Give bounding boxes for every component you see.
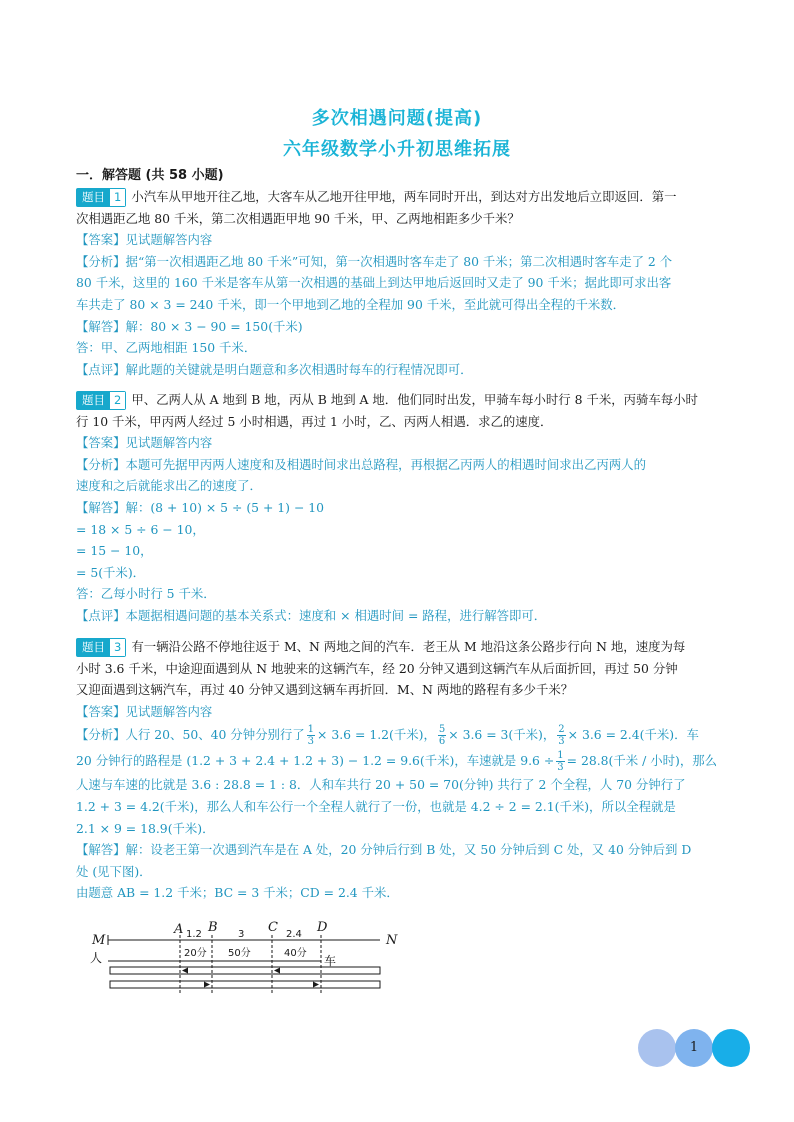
solution-line: 处 (见下图)．	[76, 863, 152, 879]
car-path-2	[110, 981, 380, 988]
question-stem-line: 又迎面遇到这辆汽车，再过 40 分钟又遇到这辆车再折回．M、N 两地的路程有多少千米？	[76, 682, 574, 698]
analysis-line: 速度和之后就能求出乙的速度了．	[76, 478, 262, 494]
solution-line: 【解答】解：(8 + 10) × 5 ÷ (5 + 1) − 10	[76, 499, 325, 515]
analysis-line: 1.2 + 3 = 4.2(千米)，那么人和车公行一个全程人就行了一份，也就是 4.2 ÷ 2 = 2.1(千米)，所以全程就是	[76, 798, 676, 814]
fraction: $\frac{1}{3}$	[557, 750, 564, 774]
solution-line: 答：乙每小时行 5 千米．	[76, 586, 216, 602]
decor-circle	[712, 1029, 750, 1067]
arrow-right-icon	[313, 982, 319, 988]
question-tag: 题目 1	[76, 188, 126, 207]
decor-circle	[638, 1029, 676, 1067]
solution-line: = 18 × 5 ÷ 6 − 10，	[76, 521, 205, 537]
comment-line: 【点评】本题据相遇问题的基本关系式：速度和 × 相遇时间 = 路程，进行解答即可．	[76, 607, 547, 623]
fraction: $\frac{2}{3}$	[558, 724, 565, 748]
label-n: N	[386, 933, 398, 948]
fraction: $\frac{5}{6}$	[438, 724, 446, 748]
question-stem-line: 行 10 千米，甲丙两人经过 5 小时相遇，再过 1 小时，乙、丙两人相遇．求乙的速度．	[76, 413, 553, 429]
question-stem-line: 题目 1 小汽车从甲地开往乙地，大客车从乙地开往甲地，两车同时开出，到达对方出发地后立即返回．第一	[76, 186, 730, 208]
question-tag: 题目 2	[76, 391, 126, 410]
analysis-line: 20 分钟行的路程是 (1.2 + 3 + 2.4 + 1.2 + 3) − 1.2 = 9.6(千米)，车速就是 9.6 ÷ $\frac{1}{3}$ = 28.8(千米 / 小时)，那么	[76, 750, 718, 774]
segment-ab-length: 1.2	[186, 929, 202, 940]
meeting-diagram	[88, 915, 408, 999]
segment-bc-length: 3	[238, 929, 245, 940]
analysis-line: 80 千米，这里的 160 千米是客车从第一次相遇的基础上到达甲地后返回时又走了 90 千米；据此即可求出客	[76, 275, 672, 291]
given-line: 由题意 AB = 1.2 千米；BC = 3 千米；CD = 2.4 千米．	[76, 885, 399, 901]
label-a: A	[174, 922, 184, 937]
document-title: 多次相遇问题(提高)	[311, 108, 483, 129]
answer-line: 【答案】见试题解答内容	[76, 232, 213, 248]
label-c: C	[268, 920, 278, 935]
question-stem-line: 题目 3 有一辆沿公路不停地往返于 M、N 两地之间的汽车．老王从 M 地沿这条公路步行向 N 地，速度为每	[76, 636, 730, 658]
analysis-line: 【分析】人行 20、50、40 分钟分别行了 $\frac{1}{3}$ × 3.6 = 1.2(千米)， $\frac{5}{6}$ × 3.6 = 3(千米)， $\frac{2}{3}$ × 3.6 = 2.4(千米)．车	[76, 724, 699, 748]
label-person: 人	[90, 951, 103, 965]
solution-line: 【解答】解：80 × 3 − 90 = 150(千米)	[76, 318, 303, 334]
question-stem-line: 题目 2 甲、乙两人从 A 地到 B 地，丙从 B 地到 A 地．他们同时出发，甲骑车每小时行 8 千米，丙骑车每小时	[76, 389, 730, 411]
segment-cd-length: 2.4	[286, 929, 302, 940]
solution-line: = 5(千米)．	[76, 564, 146, 580]
question-tag: 题目 3	[76, 638, 126, 657]
document-subtitle: 六年级数学小升初思维拓展	[283, 139, 511, 160]
arrow-left-icon	[274, 968, 280, 974]
question-1	[76, 186, 730, 380]
solution-line: = 15 − 10，	[76, 543, 153, 559]
label-m: M	[92, 933, 106, 948]
analysis-line: 车共走了 80 × 3 = 240 千米，即一个甲地到乙地的全程加 90 千米，至此就可得出全程的千米数．	[76, 296, 626, 312]
time-40: 40分	[284, 948, 307, 959]
question-stem-line: 次相遇距乙地 80 千米，第二次相遇距甲地 90 千米，甲、乙两地相距多少千米？	[76, 210, 520, 226]
analysis-line: 【分析】据“第一次相遇距乙地 80 千米”可知，第一次相遇时客车走了 80 千米；第二次相遇时客车走了 2 个	[76, 253, 673, 269]
answer-line: 【答案】见试题解答内容	[76, 435, 213, 451]
arrow-left-icon	[182, 968, 188, 974]
time-50: 50分	[228, 948, 251, 959]
answer-line: 【答案】见试题解答内容	[76, 703, 213, 719]
time-20: 20分	[184, 948, 207, 959]
arrow-right-icon	[204, 982, 210, 988]
section-heading: 一．解答题 (共 58 小题)	[76, 168, 224, 183]
analysis-line: 人速与车速的比就是 3.6 : 28.8 = 1 : 8．人和车共行 20 + 50 = 70(分钟) 共行了 2 个全程，人 70 分钟行了	[76, 777, 686, 793]
solution-line: 【解答】解：设老王第一次遇到汽车是在 A 处，20 分钟后行到 B 处，又 50 分钟后到 C 处，又 40 分钟后到 D	[76, 842, 692, 858]
page-number-badge	[638, 1029, 754, 1067]
fraction: $\frac{1}{3}$	[307, 724, 315, 748]
label-car: 车	[324, 954, 337, 968]
question-2	[76, 389, 730, 627]
comment-line: 【点评】解此题的关键就是明白题意和多次相遇时每车的行程情况即可．	[76, 361, 473, 377]
question-3	[76, 636, 730, 904]
analysis-line: 2.1 × 9 = 18.9(千米)．	[76, 820, 215, 836]
page-number: 1	[689, 1040, 699, 1055]
question-stem-line: 小时 3.6 千米，中途迎面遇到从 N 地驶来的这辆汽车，经 20 分钟又遇到这辆汽车从后面折回，再过 50 分钟	[76, 660, 678, 676]
solution-line: 答：甲、乙两地相距 150 千米．	[76, 340, 257, 356]
analysis-line: 【分析】本题可先据甲丙两人速度和及相遇时间求出总路程，再根据乙丙两人的相遇时间求出乙丙两人的	[76, 456, 646, 472]
label-d: D	[317, 920, 328, 935]
car-path-1	[110, 967, 380, 974]
label-b: B	[208, 920, 218, 935]
